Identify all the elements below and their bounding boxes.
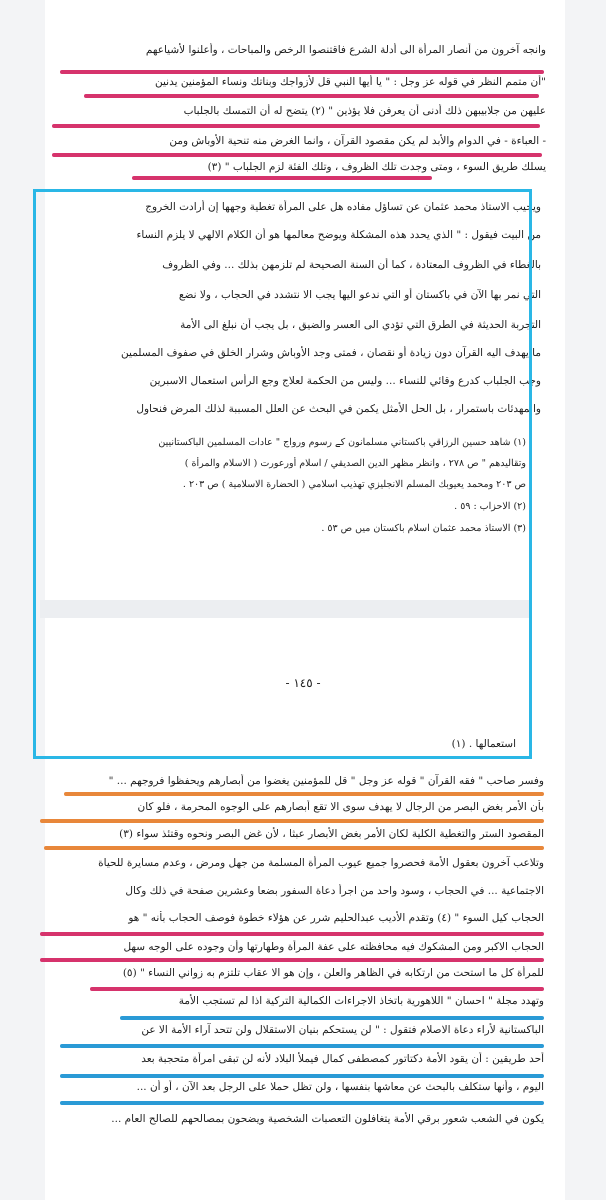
underline-blue-3 (60, 1074, 544, 1078)
underline-orange-3 (44, 846, 544, 850)
box-line-8: والمهدئات باستمرار ، بل الحل الأمثل يكمن في البحث عن العلل المسببة لذلك المرض فنحاول (136, 403, 541, 415)
underline-pink-5 (132, 176, 432, 180)
underline-pink-6 (40, 932, 544, 936)
underline-pink-7 (40, 958, 544, 962)
top-line-3: عليهن من جلابيبهن ذلك أدنى أن يعرفن فلا يؤذين " (٢) يتضح له أن التمسك بالجلباب (183, 105, 546, 117)
bottom-line-6: الحجاب كيل السوء " (٤) وتقدم الأديب عبدالحليم شرر عن هؤلاء خطوة فوصف الحجاب بأنه " هو (128, 912, 544, 924)
box-line-7: وجب الجلباب كدرع وقائي للنساء ... وليس من الحكمة لعلاج وجع الرأس استعمال الاسبرين (149, 375, 541, 387)
bottom-line-5: الاجتماعية ... في الحجاب ، وسود واحد من اجرأ دعاة السفور بضعا وعشرين صفحة في ذلك وكال (125, 885, 544, 897)
bottom-line-2: بأن الأمر بغض البصر من الرجال لا يهدف سوى الا تقع أبصارهم على الوجوه المحرمة ، فلو كان (137, 801, 544, 813)
footnote-line-4: (٢) الاحزاب : ٥٩ . (454, 501, 526, 512)
bottom-line-4: وتلاعب آخرون بعقول الأمة فحصروا جميع عيوب المرأة المسلمة من جهل ومرض ، وعدم مسايرة للحياة (98, 857, 544, 869)
bottom-line-8: للمرأة كل ما استحت من ارتكابه في الظاهر والعلن ، وإن هو الا عقاب تلتزم به زواني النساء " (٥) (122, 967, 544, 979)
underline-blue-2 (60, 1044, 544, 1048)
box-line-4: التي نمر بها الآن في باكستان أو التي ندعو اليها يجب الا نتشدد في الحجاب ، ولا نضع (178, 289, 541, 301)
box-line-6: ما يهدف اليه القرآن دون زيادة أو نقصان ، فمتى وجد الأوباش وشرار الخلق في صفوف المسلمين (121, 347, 541, 359)
bottom-line-1: وفسر صاحب " فقه القرآن " قوله عز وجل " قل للمؤمنين يغضوا من أبصارهم ويحفظوا فروجهم ... " (108, 775, 544, 787)
bottom-line-13: يكون في الشعب شعور برقي الأمة يتغافلون التعصبات الشخصية ويضحون بمصالحهم للصالح العام ... (111, 1113, 544, 1125)
underline-pink-4 (52, 153, 542, 157)
box-line-5: التجربة الحديثة في الطرق التي تؤدي الى العسر والضيق ، بل يجب أن نبلغ الى الأمة (180, 319, 541, 331)
footnote-line-5: (٣) الاستاذ محمد عثمان اسلام باكستان ميں ص ٥٣ . (321, 523, 526, 534)
underline-blue-1 (120, 1016, 544, 1020)
highlight-box (33, 189, 532, 759)
bottom-line-10: الباكستانية لأراء دعاة الاصلام فتقول : " لن يستحكم بنيان الاستقلال ولن تتحد آراء الأمة الا عن (141, 1024, 544, 1036)
bottom-line-12: اليوم ، وأنها ستكلف بالبحث عن معاشها بنفسها ، ولن تظل حملا على الرجل بعد الآن ، أو أن ... (136, 1081, 544, 1093)
box-last-line: استعمالها . (١) (451, 738, 516, 750)
underline-pink-2 (84, 94, 539, 98)
footnote-line-3: ص ٢٠٣ ومحمد يعيوبك المسلم الانجليزي تهذيب اسلامي ( الحضارة الاسلامية ) ص ٢٠٣ . (182, 479, 526, 490)
top-line-1: وانجه آخرون من أنصار المرأة الى أدلة الشرع فاقتنصوا الرخص والمباحات ، وأعلنوا لأشياعهم (145, 44, 546, 56)
underline-pink-8 (90, 987, 544, 991)
top-line-5: يسلك طريق السوء ، ومتى وجدت تلك الظروف ، وتلك الفئة لزم الجلباب " (٣) (207, 161, 546, 173)
underline-blue-4 (60, 1101, 544, 1105)
page-number: - ١٤٥ - (285, 676, 321, 690)
underline-pink-1 (60, 70, 544, 74)
box-line-3: بالغطاء في الظروف المعتادة ، كما أن السنة الصحيحة لم تلزمهن بذلك ... وفي الظروف (162, 259, 541, 271)
footnote-line-1: (١) شاهد حسين الرزاقي باكستاني مسلمانون كے رسوم ورواج " عادات المسلمين الباكستانيين (158, 437, 526, 448)
footnote-line-2: وتقاليدهم " ص ٢٧٨ ، وانظر مظهر الدين الصديقي / اسلام أورعورت ( الاسلام والمرأة ) (184, 458, 526, 469)
bottom-line-7: الحجاب الاكبر ومن المشكوك فيه محافظته على عفة المرأة وطهارتها وأن وجوده على الوجه سهل (123, 941, 544, 953)
top-line-2: "أن متمم النظر في قوله عز وجل : " يا أيها النبي قل لأزواجك وبناتك ونساء المؤمنين يدنين (155, 76, 546, 88)
bottom-line-9: وتهدد مجلة " احسان " اللاهورية باتخاذ الاجراءات الكمالية التركية اذا لم تستجب الأمة (178, 995, 544, 1007)
underline-orange-2 (40, 819, 544, 823)
box-line-1: ويجيب الاستاذ محمد عثمان عن تساؤل مفاده هل على المرأة تغطية وجهها إن أرادت الخروج (145, 201, 541, 213)
top-line-4: - العباءة - في الدوام والأبد لم يكن مقصود القرآن ، وانما الغرض منه تنحية الأوباش ومن (169, 135, 546, 147)
underline-orange-1 (64, 792, 544, 796)
bottom-line-11: أحد طريقين : أن يقود الأمة دكتاتور كمصطفى كمال فيملأ البلاد لأنه لن تبقى امرأة متحجبة بعد (141, 1053, 544, 1065)
bottom-line-3: المقصود الستر والتغطية الكلية لكان الأمر بغض الأبصار عبثا ، لأن غض البصر ونحوه وقتئذ سواء (٣) (119, 828, 544, 840)
box-line-2: من البيت فيقول : " الذي يحدد هذه المشكلة ويوضح معالمها هو أن الكلام الالهي لا يلزم النساء (136, 229, 541, 241)
underline-pink-3 (52, 124, 540, 128)
